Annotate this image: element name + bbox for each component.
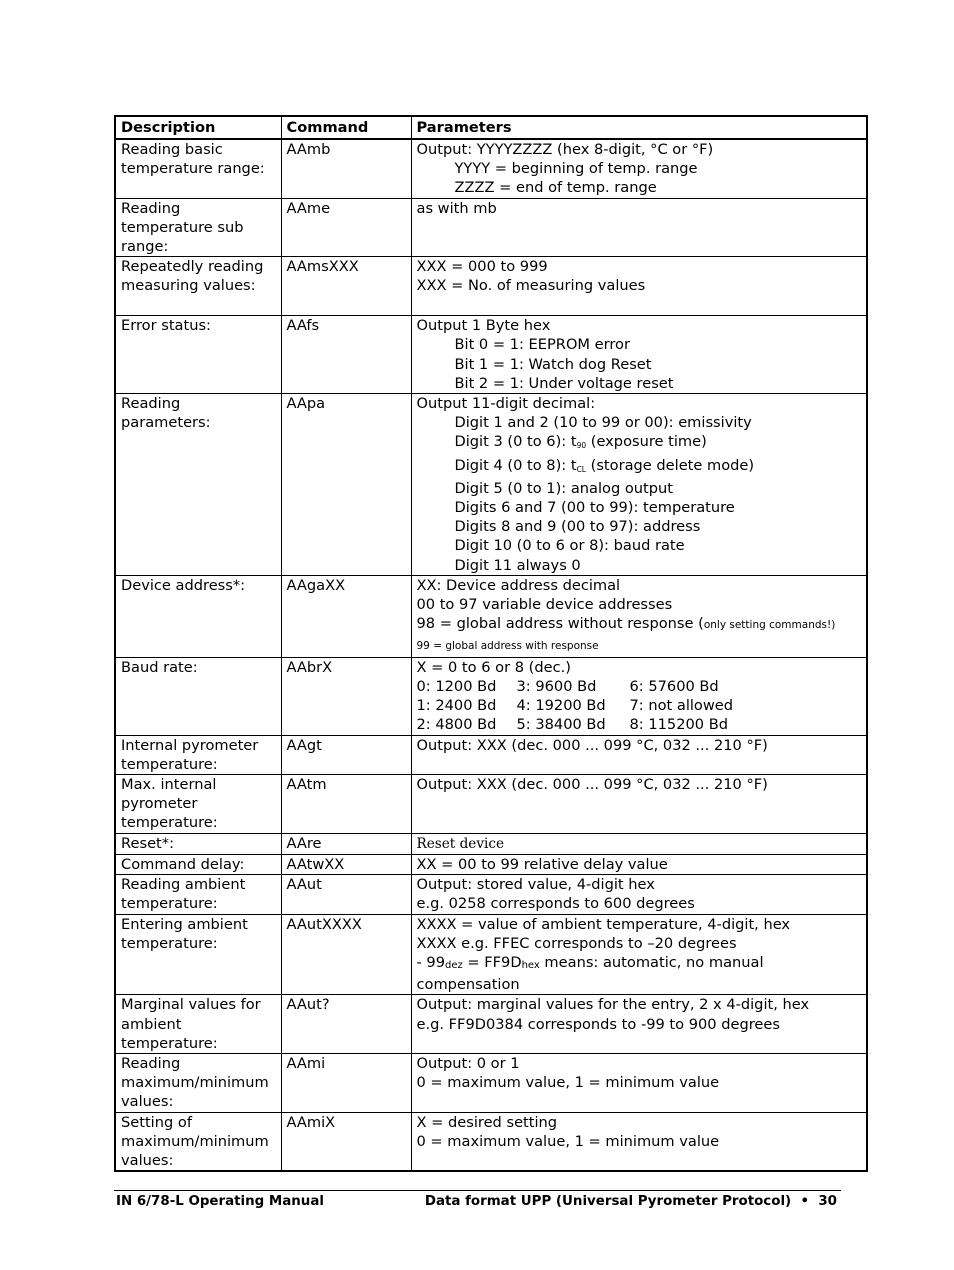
param-text: XX = 00 to 99 relative delay value — [416, 855, 668, 873]
footer-rule — [114, 1190, 841, 1191]
row-command: AApa — [281, 394, 411, 576]
param-line — [417, 995, 862, 1014]
param-text: Digit 11 always 0 — [454, 556, 581, 574]
table-row — [115, 657, 867, 735]
param-line — [417, 159, 862, 178]
row-description: Reading basic temperature range: — [115, 139, 281, 198]
row-command: AAgt — [281, 735, 411, 774]
command-table — [114, 115, 868, 1172]
param-line — [417, 335, 862, 354]
param-text: Output: marginal values for the entry, 2 x 4-digit, hex — [416, 996, 810, 1014]
row-command: AAbrX — [281, 657, 411, 735]
param-text: XXX = 000 to 999 — [416, 258, 548, 276]
row-command: AAmsXXX — [281, 257, 411, 316]
table-row — [115, 735, 867, 774]
param-text: as with mb — [416, 199, 497, 217]
param-subscript: 90 — [576, 441, 587, 451]
row-parameters — [411, 1053, 867, 1112]
row-parameters — [411, 854, 867, 874]
table-row — [115, 575, 867, 657]
param-text: XXXX e.g. FFEC corresponds to –20 degrees — [416, 934, 737, 952]
param-text: Output: stored value, 4-digit hex — [416, 876, 655, 894]
param-text: Digit 4 (0 to 8): t — [454, 456, 577, 474]
row-description: Baud rate: — [115, 657, 281, 735]
row-command: AAmi — [281, 1053, 411, 1112]
param-line — [417, 316, 862, 335]
param-line — [417, 479, 862, 498]
row-description: Entering ambient temperature: — [115, 914, 281, 995]
param-line — [417, 432, 862, 455]
row-parameters — [411, 995, 867, 1054]
param-line — [417, 199, 862, 218]
command-table-wrapper — [114, 115, 866, 1172]
table-row — [115, 914, 867, 995]
param-line — [417, 696, 862, 715]
param-line — [417, 975, 862, 994]
table-row — [115, 316, 867, 394]
row-description: Error status: — [115, 316, 281, 394]
row-command: AAre — [281, 833, 411, 854]
row-parameters — [411, 657, 867, 735]
param-text: 0 = maximum value, 1 = minimum value — [416, 1132, 720, 1150]
table-row — [115, 1053, 867, 1112]
table-row — [115, 875, 867, 914]
param-line — [417, 536, 862, 555]
header-command: Command — [281, 116, 411, 139]
row-command: AAme — [281, 198, 411, 257]
param-text: - 99 — [416, 953, 445, 971]
baud-rate-entry: 1: 2400 Bd — [416, 697, 497, 715]
baud-rate-entry: 0: 1200 Bd — [416, 677, 497, 695]
baud-rate-entry: 7: not allowed — [629, 697, 734, 715]
table-row — [115, 257, 867, 316]
table-body — [115, 139, 867, 1171]
row-description: Command delay: — [115, 854, 281, 874]
row-command: AAmb — [281, 139, 411, 198]
table-header-row — [115, 116, 867, 139]
param-line — [417, 736, 862, 755]
param-line — [417, 635, 862, 656]
row-description: Reading temperature sub range: — [115, 198, 281, 257]
param-line — [417, 855, 862, 874]
row-description: Reset*: — [115, 833, 281, 854]
header-parameters: Parameters — [411, 116, 867, 139]
param-text: means: automatic, no manual — [539, 953, 764, 971]
row-parameters — [411, 914, 867, 995]
param-line — [417, 276, 862, 295]
param-text: 00 to 97 variable device addresses — [416, 596, 673, 614]
param-text: Bit 0 = 1: EEPROM error — [454, 336, 630, 354]
param-text: 98 = global address without response ( — [416, 615, 704, 633]
table-row — [115, 995, 867, 1054]
baud-rate-entry: 3: 9600 Bd — [516, 677, 597, 695]
param-text: Digit 5 (0 to 1): analog output — [454, 479, 673, 497]
row-command: AAut? — [281, 995, 411, 1054]
param-text: Output 1 Byte hex — [416, 317, 551, 335]
param-text: Output: 0 or 1 — [416, 1054, 520, 1072]
param-text: e.g. FF9D0384 corresponds to -99 to 900 degrees — [416, 1015, 780, 1033]
param-text: Bit 1 = 1: Watch dog Reset — [454, 355, 652, 373]
param-subscript: CL — [576, 464, 586, 474]
row-description: Internal pyrometer temperature: — [115, 735, 281, 774]
param-text: (storage delete mode) — [585, 456, 755, 474]
param-line — [417, 178, 862, 197]
param-line — [417, 1015, 862, 1034]
header-description: Description — [115, 116, 281, 139]
param-text: XXXX = value of ambient temperature, 4-digit, hex — [416, 915, 791, 933]
row-parameters — [411, 394, 867, 576]
param-line — [417, 140, 862, 159]
baud-rate-entry: 5: 38400 Bd — [516, 716, 606, 734]
row-command: AAmiX — [281, 1112, 411, 1171]
row-command: AAut — [281, 875, 411, 914]
param-line — [417, 1113, 862, 1132]
baud-rate-entry: 8: 115200 Bd — [629, 716, 728, 734]
param-text: Output 11-digit decimal: — [416, 395, 596, 413]
row-description: Max. internal pyrometer temperature: — [115, 775, 281, 834]
table-row — [115, 775, 867, 834]
param-small-note: 99 = global address with response — [416, 640, 599, 653]
param-line — [417, 517, 862, 536]
row-description: Repeatedly reading measuring values: — [115, 257, 281, 316]
row-command: AAutXXXX — [281, 914, 411, 995]
row-description: Device address*: — [115, 575, 281, 657]
table-row — [115, 139, 867, 198]
baud-rate-entry: 2: 4800 Bd — [416, 716, 497, 734]
row-parameters — [411, 735, 867, 774]
param-text: X = desired setting — [416, 1113, 558, 1131]
param-line — [417, 394, 862, 413]
param-text: XXX = No. of measuring values — [416, 277, 646, 295]
baud-rate-entry: 4: 19200 Bd — [516, 697, 606, 715]
param-line — [417, 953, 862, 975]
param-subscript: dez — [444, 959, 463, 971]
row-command: AAfs — [281, 316, 411, 394]
param-text: Output: XXX (dec. 000 ... 099 °C, 032 ... 210 °F) — [416, 776, 768, 794]
param-line — [417, 1132, 862, 1151]
param-line — [417, 374, 862, 393]
param-line — [417, 894, 862, 913]
param-text: = FF9D — [462, 953, 522, 971]
param-line — [417, 677, 862, 696]
param-line — [417, 498, 862, 517]
param-line — [417, 715, 862, 734]
param-text: Reset device — [416, 835, 505, 852]
row-description: Reading parameters: — [115, 394, 281, 576]
param-text: YYYY = beginning of temp. range — [454, 160, 698, 178]
param-text: Digits 8 and 9 (00 to 97): address — [454, 518, 701, 536]
param-line — [417, 456, 862, 479]
param-text: Bit 2 = 1: Under voltage reset — [454, 374, 674, 392]
row-description: Marginal values for ambient temperature: — [115, 995, 281, 1054]
param-subscript: hex — [521, 959, 540, 971]
param-line — [417, 576, 862, 595]
param-line — [417, 834, 862, 854]
param-line — [417, 1073, 862, 1092]
row-parameters — [411, 575, 867, 657]
row-command: AAtwXX — [281, 854, 411, 874]
param-small-note: only setting commands!) — [703, 619, 836, 632]
param-line — [417, 413, 862, 432]
param-text: Digit 3 (0 to 6): t — [454, 433, 577, 451]
table-row — [115, 198, 867, 257]
param-line — [417, 257, 862, 276]
table-row — [115, 394, 867, 576]
param-line — [417, 355, 862, 374]
param-text: Digit 1 and 2 (10 to 99 or 00): emissivity — [454, 414, 752, 432]
row-parameters — [411, 875, 867, 914]
param-line — [417, 595, 862, 614]
row-parameters — [411, 1112, 867, 1171]
baud-rate-entry: 6: 57600 Bd — [629, 677, 719, 695]
param-line — [417, 934, 862, 953]
param-text: XX: Device address decimal — [416, 576, 621, 594]
row-parameters — [411, 833, 867, 854]
row-command: AAtm — [281, 775, 411, 834]
param-text: compensation — [416, 976, 520, 994]
table-row — [115, 1112, 867, 1171]
param-text: ZZZZ = end of temp. range — [454, 179, 657, 197]
row-parameters — [411, 139, 867, 198]
param-text: Digits 6 and 7 (00 to 99): temperature — [454, 499, 735, 517]
row-description: Setting of maximum/minimum values: — [115, 1112, 281, 1171]
footer-manual-title: IN 6/78-L Operating Manual — [116, 1194, 324, 1209]
row-parameters — [411, 316, 867, 394]
row-parameters — [411, 257, 867, 316]
param-line — [417, 556, 862, 575]
param-line — [417, 658, 862, 677]
param-line — [417, 915, 862, 934]
table-row — [115, 833, 867, 854]
table-row — [115, 854, 867, 874]
param-line — [417, 875, 862, 894]
param-line — [417, 614, 862, 635]
param-text: Output: YYYYZZZZ (hex 8-digit, °C or °F) — [416, 141, 714, 158]
param-line — [417, 775, 862, 794]
row-description: Reading maximum/minimum values: — [115, 1053, 281, 1112]
row-description: Reading ambient temperature: — [115, 875, 281, 914]
param-text: X = 0 to 6 or 8 (dec.) — [416, 658, 571, 676]
row-command: AAgaXX — [281, 575, 411, 657]
param-text: Digit 10 (0 to 6 or 8): baud rate — [454, 537, 685, 555]
param-text: e.g. 0258 corresponds to 600 degrees — [416, 895, 695, 913]
row-parameters — [411, 198, 867, 257]
param-text: Output: XXX (dec. 000 ... 099 °C, 032 ... 210 °F) — [416, 736, 768, 754]
param-text: (exposure time) — [586, 433, 707, 451]
param-line — [417, 1054, 862, 1073]
footer-section-page: Data format UPP (Universal Pyrometer Protocol) • 30 — [424, 1194, 837, 1209]
row-parameters — [411, 775, 867, 834]
param-text: 0 = maximum value, 1 = minimum value — [416, 1074, 720, 1092]
